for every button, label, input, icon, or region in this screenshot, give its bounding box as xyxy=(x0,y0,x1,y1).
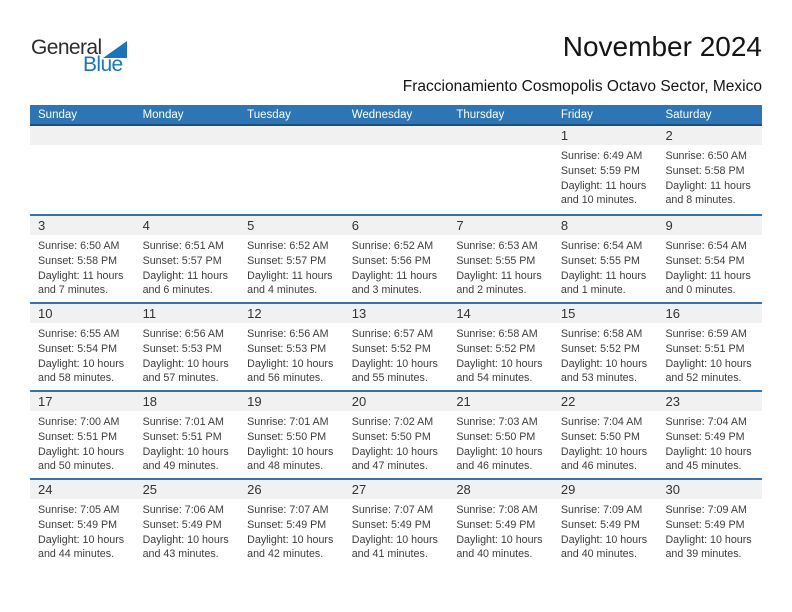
info-line: Sunset: 5:49 PM xyxy=(247,518,327,531)
info-line: Daylight: 10 hours xyxy=(351,445,438,458)
info-line: Daylight: 10 hours xyxy=(142,533,229,546)
day-number: 20 xyxy=(351,394,367,409)
info-line: Sunrise: 7:02 AM xyxy=(351,416,434,428)
day-sun-info xyxy=(657,235,762,298)
day-cell xyxy=(657,126,762,214)
info-line: Sunset: 5:53 PM xyxy=(142,342,222,355)
info-line: and 46 minutes. xyxy=(560,460,637,473)
day-sun-info xyxy=(239,411,344,474)
day-number: 15 xyxy=(560,306,576,321)
day-number-band xyxy=(448,126,553,145)
day-number: 19 xyxy=(247,394,262,409)
info-line: Sunset: 5:50 PM xyxy=(456,430,536,443)
info-line: Sunrise: 6:50 AM xyxy=(665,150,747,162)
day-number-band xyxy=(657,126,762,145)
day-cell xyxy=(239,392,344,478)
day-number: 18 xyxy=(142,394,158,409)
info-line: and 0 minutes. xyxy=(665,284,736,297)
info-line: and 54 minutes. xyxy=(456,372,533,385)
info-line: and 40 minutes. xyxy=(560,548,637,561)
day-number-band xyxy=(135,480,240,499)
day-number-band xyxy=(448,392,553,411)
day-number: 11 xyxy=(142,306,157,321)
day-cell xyxy=(553,126,658,214)
day-sun-info xyxy=(239,323,344,386)
day-number-band xyxy=(135,216,240,235)
logo-text-general: General xyxy=(31,36,102,59)
info-line: Sunset: 5:49 PM xyxy=(142,518,222,531)
weekday-header-sunday: Sunday xyxy=(38,108,78,121)
day-cell xyxy=(30,392,135,478)
day-cell xyxy=(239,480,344,566)
info-line: Sunrise: 6:49 AM xyxy=(560,150,643,162)
day-sun-info xyxy=(30,499,135,562)
info-line: Sunrise: 6:51 AM xyxy=(142,240,224,252)
day-cell xyxy=(135,480,240,566)
info-line: Daylight: 10 hours xyxy=(560,533,648,546)
day-number: 22 xyxy=(560,394,576,409)
info-line: Sunset: 5:59 PM xyxy=(560,164,640,177)
logo-text-blue: Blue xyxy=(83,53,123,76)
general-blue-logo xyxy=(31,37,127,75)
info-line: and 10 minutes. xyxy=(560,194,637,207)
day-cell xyxy=(344,480,449,566)
info-line: Sunset: 5:54 PM xyxy=(38,342,118,355)
day-number-band xyxy=(30,126,135,145)
weekday-header-row xyxy=(30,105,762,126)
info-line: Daylight: 11 hours xyxy=(351,269,438,282)
info-line: Sunrise: 7:00 AM xyxy=(38,416,120,428)
info-line: Sunrise: 6:52 AM xyxy=(351,240,434,252)
day-number: 3 xyxy=(38,218,46,233)
weekday-header-monday: Monday xyxy=(142,108,184,121)
info-line: Daylight: 10 hours xyxy=(247,533,334,546)
info-line: Daylight: 10 hours xyxy=(665,533,752,546)
day-number-band xyxy=(553,392,658,411)
info-line: Daylight: 11 hours xyxy=(456,269,542,282)
day-sun-info xyxy=(30,235,135,298)
day-cell xyxy=(553,304,658,390)
info-line: and 40 minutes. xyxy=(456,548,533,561)
info-line: Sunrise: 6:54 AM xyxy=(665,240,747,252)
day-number: 29 xyxy=(560,482,576,497)
day-cell xyxy=(30,480,135,566)
info-line: Sunset: 5:49 PM xyxy=(665,430,745,443)
day-number-band xyxy=(344,216,449,235)
info-line: and 7 minutes. xyxy=(38,284,109,297)
info-line: Sunrise: 6:58 AM xyxy=(560,328,643,340)
calendar xyxy=(30,105,762,566)
info-line: Daylight: 10 hours xyxy=(38,445,125,458)
info-line: Sunset: 5:50 PM xyxy=(351,430,431,443)
day-cell xyxy=(657,392,762,478)
day-cell xyxy=(239,216,344,302)
info-line: Sunrise: 6:58 AM xyxy=(456,328,538,340)
info-line: Daylight: 11 hours xyxy=(665,179,751,192)
day-number-band xyxy=(135,304,240,323)
info-line: Sunset: 5:50 PM xyxy=(247,430,327,443)
info-line: Sunset: 5:50 PM xyxy=(560,430,640,443)
day-number: 13 xyxy=(351,306,367,321)
day-number-band xyxy=(135,392,240,411)
day-number: 7 xyxy=(456,218,464,233)
day-cell xyxy=(344,392,449,478)
day-number-band xyxy=(344,126,449,145)
day-number-band xyxy=(135,126,240,145)
info-line: Daylight: 10 hours xyxy=(38,533,125,546)
day-sun-info xyxy=(553,499,658,562)
info-line: Daylight: 10 hours xyxy=(456,445,543,458)
week-row xyxy=(30,126,762,214)
day-sun-info xyxy=(344,411,449,474)
info-line: Sunrise: 6:54 AM xyxy=(560,240,643,252)
day-number: 17 xyxy=(38,394,53,409)
info-line: Sunrise: 7:04 AM xyxy=(560,416,643,428)
info-line: Daylight: 10 hours xyxy=(560,357,648,370)
day-sun-info xyxy=(657,499,762,562)
info-line: Sunrise: 7:06 AM xyxy=(142,504,224,516)
info-line: Sunset: 5:54 PM xyxy=(665,254,745,267)
day-sun-info xyxy=(553,235,658,298)
info-line: and 1 minute. xyxy=(560,284,626,297)
day-number-band xyxy=(239,304,344,323)
info-line: and 44 minutes. xyxy=(38,548,115,561)
day-cell xyxy=(657,480,762,566)
day-number-band xyxy=(30,480,135,499)
info-line: Sunset: 5:58 PM xyxy=(665,164,745,177)
day-cell xyxy=(448,392,553,478)
info-line: Sunset: 5:53 PM xyxy=(247,342,327,355)
info-line: Sunrise: 7:09 AM xyxy=(560,504,643,516)
info-line: Sunset: 5:58 PM xyxy=(38,254,118,267)
info-line: Sunrise: 6:59 AM xyxy=(665,328,747,340)
day-number: 23 xyxy=(665,394,680,409)
info-line: Sunrise: 7:03 AM xyxy=(456,416,538,428)
empty-day-cell xyxy=(448,126,553,214)
day-cell xyxy=(344,304,449,390)
info-line: and 3 minutes. xyxy=(351,284,422,297)
day-number: 8 xyxy=(560,218,569,233)
info-line: Daylight: 10 hours xyxy=(665,357,752,370)
day-cell xyxy=(239,304,344,390)
info-line: Sunrise: 7:09 AM xyxy=(665,504,747,516)
info-line: Sunset: 5:49 PM xyxy=(351,518,431,531)
info-line: Sunset: 5:51 PM xyxy=(38,430,118,443)
day-number-band xyxy=(344,480,449,499)
info-line: Daylight: 10 hours xyxy=(247,357,334,370)
info-line: Daylight: 10 hours xyxy=(142,357,229,370)
day-sun-info xyxy=(344,235,449,298)
day-cell xyxy=(553,216,658,302)
day-number: 12 xyxy=(247,306,262,321)
info-line: and 43 minutes. xyxy=(142,548,219,561)
info-line: and 52 minutes. xyxy=(665,372,742,385)
week-row xyxy=(30,302,762,390)
day-number-band xyxy=(344,392,449,411)
info-line: Sunset: 5:49 PM xyxy=(38,518,118,531)
info-line: Sunrise: 7:01 AM xyxy=(142,416,224,428)
day-number-band xyxy=(30,216,135,235)
day-number-band xyxy=(657,480,762,499)
day-cell xyxy=(135,304,240,390)
weekday-header-wednesday: Wednesday xyxy=(351,108,413,121)
info-line: Sunset: 5:49 PM xyxy=(560,518,640,531)
info-line: Sunrise: 6:50 AM xyxy=(38,240,120,252)
info-line: Sunrise: 6:56 AM xyxy=(142,328,224,340)
day-number-band xyxy=(657,392,762,411)
day-number: 5 xyxy=(247,218,255,233)
info-line: and 47 minutes. xyxy=(351,460,428,473)
day-cell xyxy=(448,304,553,390)
info-line: and 57 minutes. xyxy=(142,372,219,385)
day-sun-info xyxy=(553,145,658,208)
day-number: 21 xyxy=(456,394,471,409)
info-line: Sunrise: 7:05 AM xyxy=(38,504,120,516)
day-number: 16 xyxy=(665,306,680,321)
info-line: and 8 minutes. xyxy=(665,194,736,207)
day-number-band xyxy=(553,480,658,499)
day-sun-info xyxy=(553,323,658,386)
day-number-band xyxy=(448,216,553,235)
week-row xyxy=(30,214,762,302)
info-line: Sunset: 5:56 PM xyxy=(351,254,431,267)
info-line: and 56 minutes. xyxy=(247,372,324,385)
info-line: Sunrise: 7:07 AM xyxy=(247,504,329,516)
day-cell xyxy=(135,392,240,478)
weekday-header-saturday: Saturday xyxy=(665,108,712,121)
info-line: Daylight: 11 hours xyxy=(560,269,647,282)
day-sun-info xyxy=(448,235,553,298)
day-sun-info xyxy=(30,323,135,386)
info-line: Daylight: 11 hours xyxy=(560,179,647,192)
day-number-band xyxy=(239,392,344,411)
day-sun-info xyxy=(135,499,240,562)
info-line: and 53 minutes. xyxy=(560,372,637,385)
info-line: and 49 minutes. xyxy=(142,460,219,473)
day-sun-info xyxy=(448,499,553,562)
day-number: 14 xyxy=(456,306,471,321)
info-line: Sunset: 5:49 PM xyxy=(456,518,536,531)
info-line: Sunset: 5:52 PM xyxy=(351,342,431,355)
day-cell xyxy=(448,216,553,302)
info-line: Daylight: 10 hours xyxy=(456,533,543,546)
info-line: Daylight: 10 hours xyxy=(247,445,334,458)
week-row xyxy=(30,390,762,478)
day-number-band xyxy=(553,126,658,145)
day-number: 30 xyxy=(665,482,680,497)
day-cell xyxy=(344,216,449,302)
info-line: and 2 minutes. xyxy=(456,284,527,297)
empty-day-cell xyxy=(30,126,135,214)
day-number: 2 xyxy=(665,128,673,143)
info-line: Sunrise: 6:52 AM xyxy=(247,240,329,252)
day-number: 4 xyxy=(142,218,150,233)
day-number-band xyxy=(553,304,658,323)
day-number-band xyxy=(239,126,344,145)
info-line: Sunset: 5:52 PM xyxy=(560,342,640,355)
day-cell xyxy=(30,216,135,302)
day-sun-info xyxy=(657,323,762,386)
day-number: 9 xyxy=(665,218,673,233)
page-subtitle: Fraccionamiento Cosmopolis Octavo Sector, Mexico xyxy=(402,78,762,95)
info-line: and 45 minutes. xyxy=(665,460,742,473)
day-number-band xyxy=(657,304,762,323)
day-number-band xyxy=(30,392,135,411)
day-number: 1 xyxy=(560,128,569,143)
week-row xyxy=(30,478,762,566)
empty-day-cell xyxy=(135,126,240,214)
day-sun-info xyxy=(657,411,762,474)
day-number: 25 xyxy=(142,482,158,497)
info-line: Daylight: 11 hours xyxy=(38,269,124,282)
info-line: Sunset: 5:52 PM xyxy=(456,342,536,355)
day-sun-info xyxy=(135,235,240,298)
day-number: 24 xyxy=(38,482,53,497)
day-number-band xyxy=(344,304,449,323)
day-number-band xyxy=(239,480,344,499)
day-cell xyxy=(30,304,135,390)
weekday-header-tuesday: Tuesday xyxy=(247,108,291,121)
info-line: Sunset: 5:57 PM xyxy=(247,254,327,267)
weekday-header-friday: Friday xyxy=(560,108,593,121)
info-line: Sunrise: 7:07 AM xyxy=(351,504,434,516)
info-line: and 55 minutes. xyxy=(351,372,428,385)
day-cell xyxy=(657,216,762,302)
day-number-band xyxy=(448,480,553,499)
day-sun-info xyxy=(135,323,240,386)
day-sun-info xyxy=(344,323,449,386)
info-line: Sunrise: 7:04 AM xyxy=(665,416,747,428)
day-number-band xyxy=(30,304,135,323)
info-line: and 58 minutes. xyxy=(38,372,115,385)
info-line: and 46 minutes. xyxy=(456,460,533,473)
day-number: 10 xyxy=(38,306,53,321)
info-line: Daylight: 10 hours xyxy=(456,357,543,370)
info-line: and 42 minutes. xyxy=(247,548,324,561)
day-number-band xyxy=(553,216,658,235)
day-sun-info xyxy=(657,145,762,208)
info-line: Daylight: 10 hours xyxy=(351,357,438,370)
info-line: Daylight: 10 hours xyxy=(665,445,752,458)
info-line: Daylight: 10 hours xyxy=(560,445,648,458)
day-number: 28 xyxy=(456,482,471,497)
day-cell xyxy=(448,480,553,566)
day-number-band xyxy=(448,304,553,323)
info-line: Sunrise: 6:53 AM xyxy=(456,240,538,252)
day-sun-info xyxy=(553,411,658,474)
info-line: Sunset: 5:49 PM xyxy=(665,518,745,531)
empty-day-cell xyxy=(344,126,449,214)
day-cell xyxy=(553,480,658,566)
day-number-band xyxy=(239,216,344,235)
day-sun-info xyxy=(239,499,344,562)
info-line: Sunrise: 6:57 AM xyxy=(351,328,434,340)
day-sun-info xyxy=(448,411,553,474)
info-line: Sunset: 5:55 PM xyxy=(456,254,536,267)
day-cell xyxy=(657,304,762,390)
info-line: Daylight: 11 hours xyxy=(665,269,751,282)
info-line: and 41 minutes. xyxy=(351,548,428,561)
day-number-band xyxy=(657,216,762,235)
page-title: November 2024 xyxy=(562,31,762,62)
day-sun-info xyxy=(135,411,240,474)
info-line: Sunset: 5:51 PM xyxy=(142,430,222,443)
day-number: 26 xyxy=(247,482,262,497)
day-number: 6 xyxy=(351,218,359,233)
info-line: Sunrise: 7:01 AM xyxy=(247,416,329,428)
day-number: 27 xyxy=(351,482,367,497)
day-sun-info xyxy=(30,411,135,474)
info-line: Sunset: 5:57 PM xyxy=(142,254,222,267)
empty-day-cell xyxy=(239,126,344,214)
info-line: and 4 minutes. xyxy=(247,284,318,297)
info-line: and 6 minutes. xyxy=(142,284,213,297)
info-line: and 50 minutes. xyxy=(38,460,115,473)
day-sun-info xyxy=(239,235,344,298)
info-line: Daylight: 11 hours xyxy=(142,269,228,282)
day-sun-info xyxy=(344,499,449,562)
info-line: Daylight: 10 hours xyxy=(142,445,229,458)
info-line: Daylight: 10 hours xyxy=(351,533,438,546)
weekday-header-thursday: Thursday xyxy=(456,108,505,121)
info-line: Sunrise: 7:08 AM xyxy=(456,504,538,516)
info-line: Sunrise: 6:55 AM xyxy=(38,328,120,340)
info-line: and 39 minutes. xyxy=(665,548,742,561)
day-sun-info xyxy=(448,323,553,386)
calendar-grid xyxy=(30,126,762,566)
info-line: and 48 minutes. xyxy=(247,460,324,473)
info-line: Sunrise: 6:56 AM xyxy=(247,328,329,340)
info-line: Sunset: 5:51 PM xyxy=(665,342,745,355)
info-line: Daylight: 10 hours xyxy=(38,357,125,370)
info-line: Sunset: 5:55 PM xyxy=(560,254,640,267)
day-cell xyxy=(553,392,658,478)
day-cell xyxy=(135,216,240,302)
info-line: Daylight: 11 hours xyxy=(247,269,333,282)
